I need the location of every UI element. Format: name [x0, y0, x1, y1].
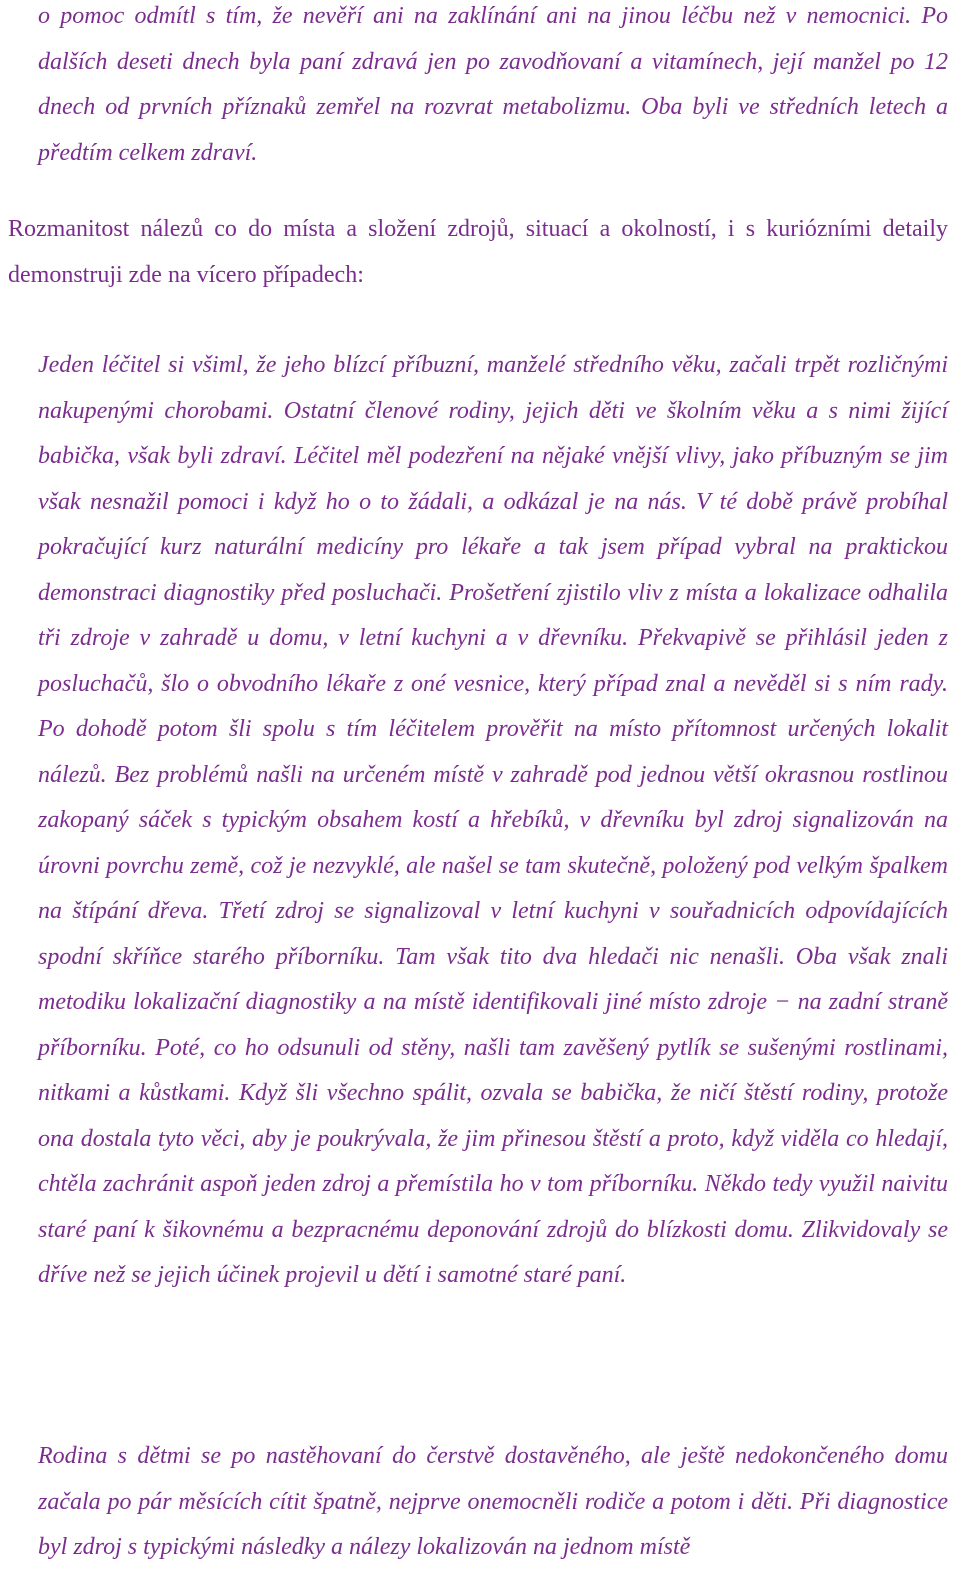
paragraph-1: o pomoc odmítl s tím, že nevěří ani na zaklínání ani na jinou léčbu než v nemocnici. Po dalších deseti dnech byla paní zdravá jen po zavodňovaní a vitamínech, její manžel po 12 dnech od prvních příznaků zemřel na rozvrat metabolizmu. Oba byli ve středních letech a předtím celkem zdraví.	[38, 3, 948, 166]
paragraph-3-case-study: Jeden léčitel si všiml, že jeho blízcí příbuzní, manželé středního věku, začali trpět rozličnými nakupenými chorobami. Ostatní členové rodiny, jejich děti ve školním věku a s nimi žijící babička, však byli zdraví. Léčitel měl podezření na nějaké vnější vlivy, jako příbuzným se jim však nesnažil pomoci i když ho o to žádali, a odkázal je na nás. V té době právě probíhal pokračující kurz naturální medicíny pro lékaře a tak jsem případ vybral na praktickou demonstraci diagnostiky před posluchači. Prošetření zjistilo vliv z místa a lokalizace odhalila tři zdroje v zahradě u domu, v letní kuchyni a v dřevníku. Překvapivě se přihlásil jeden z posluchačů, šlo o obvodního lékaře z oné vesnice, který případ znal a nevěděl si s ním rady. Po dohodě potom šli spolu s tím léčitelem prověřit na místo přítomnost určených lokalit nálezů. Bez problémů našli na určeném místě v zahradě pod jednou větší okrasnou rostlinou zakopaný sáček s typickým obsahem kostí a hřebíků, v dřevníku byl zdroj signalizován na úrovni povrchu země, což je nezvyklé, ale našel se tam skutečně, položený pod velkým špalkem na štípání dřeva. Třetí zdroj se signalizoval v letní kuchyni v souřadnicích odpovídajících spodní skříňce starého příborníku. Tam však tito dva hledači nic nenašli. Oba však znali metodiku lokalizační diagnostiky a na místě identifikovali jiné místo zdroje − na zadní straně příborníku. Poté, co ho odsunuli od stěny, našli tam zavěšený pytlík se sušenými rostlinami, nitkami a kůstkami. Když šli všechno spálit, ozvala se babička, že ničí štěstí rodiny, protože ona dostala tyto věci, aby je poukrývala, že jim přinesou štěstí a proto, když viděla co hledají, chtěla zachránit aspoň jeden zdroj a přemístila ho v tom příborníku. Někdo tedy využil naivitu staré paní k šikovnému a bezpracnému deponování zdrojů do blízkosti domu. Zlikvidovaly se dříve než se jejich účinek projevil u dětí i samotné staré paní.	[38, 352, 948, 1288]
paragraph-4-case-study: Rodina s dětmi se po nastěhovaní do čerstvě dostavěného, ale ještě nedokončeného domu začala po pár měsících cítit špatně, nejprve onemocněli rodiče a potom i děti. Při diagnostice byl zdroj s typickými následky a nálezy lokalizován na jednom místě	[38, 1443, 948, 1560]
paragraph-2: Rozmanitost nálezů co do místa a složení zdrojů, situací a okolností, i s kuriózními detaily demonstruji zde na vícero případech:	[8, 216, 948, 288]
